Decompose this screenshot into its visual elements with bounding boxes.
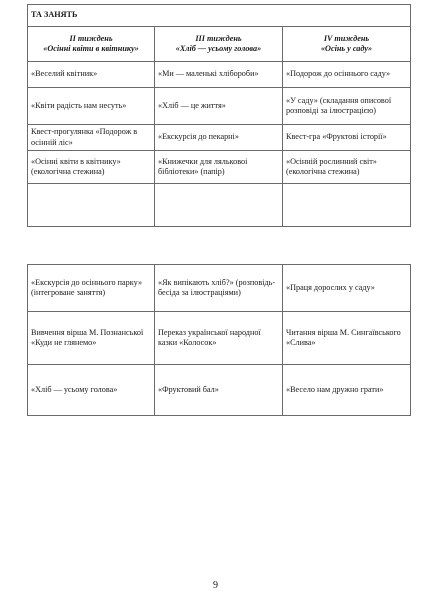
table-header-row [28,27,411,62]
table-row [28,125,411,151]
week-theme: «Осінні квіти в квітнику» [43,44,139,53]
table-title-row [28,5,411,27]
table-row-empty [28,184,411,227]
table-row [28,312,411,365]
table-cell: «Осінні квіти в квітнику» (екологічна стежина) [28,151,155,184]
page-number: 9 [213,580,218,591]
week-theme: «Хліб — усьому голова» [175,44,262,53]
table-cell: «Екскурсія до осіннього парку» (інтегроване заняття) [28,265,155,312]
table-cell: «Веселий квітник» [28,62,155,88]
table-title: ТА ЗАНЯТЬ [28,5,411,27]
table-cell: «Праця дорослих у саду» [283,265,411,312]
table-cell-empty [155,184,283,227]
table-cell: «Квіти радість нам несуть» [28,88,155,125]
table-cell-empty [283,184,411,227]
header-cell [283,27,411,62]
schedule-table-top [27,4,411,227]
table-row [28,365,411,416]
table-cell: «Книжечки для ляльковоі бібліотеки» (папір) [155,151,283,184]
table-cell: «Фруктовий бал» [155,365,283,416]
week-theme: «Осінь у саду» [320,44,373,53]
schedule-table-bottom [27,264,411,416]
table-cell: «Як випікають хліб?» (розповідь-бесіда за ілюстраціями) [155,265,283,312]
table-row [28,62,411,88]
week-label: II тиждень [69,33,113,43]
header-cell [28,27,155,62]
week-label: IV тиждень [323,33,370,43]
table-cell-empty [28,184,155,227]
table-cell: Квест-гра «Фруктові історії» [283,125,411,151]
header-cell [155,27,283,62]
table-cell: Переказ української народної казки «Колосок» [155,312,283,365]
table-cell: «Подорож до осіннього саду» [283,62,411,88]
table-cell: «Осінній рослинний світ» (екологічна стежина) [283,151,411,184]
table-row [28,265,411,312]
table-row [28,88,411,125]
table-cell: «Екскурсія до пекарні» [155,125,283,151]
table-cell: Читання вірша М. Сингаївського «Слива» [283,312,411,365]
table-cell: Вивчення вірша М. Познанської «Куди не глянемо» [28,312,155,365]
week-label: III тиждень [195,33,242,43]
table-cell: «Ми — маленькі хлібороби» [155,62,283,88]
table-cell: Квест-прогулянка «Подорож в осінній ліс» [28,125,155,151]
table-cell: «Весело нам дружно грати» [283,365,411,416]
table-cell: «У саду» (складання описової розповіді за ілюстрацією) [283,88,411,125]
table-cell: «Хліб — це життя» [155,88,283,125]
table-cell: «Хліб — усьому голова» [28,365,155,416]
table-row [28,151,411,184]
